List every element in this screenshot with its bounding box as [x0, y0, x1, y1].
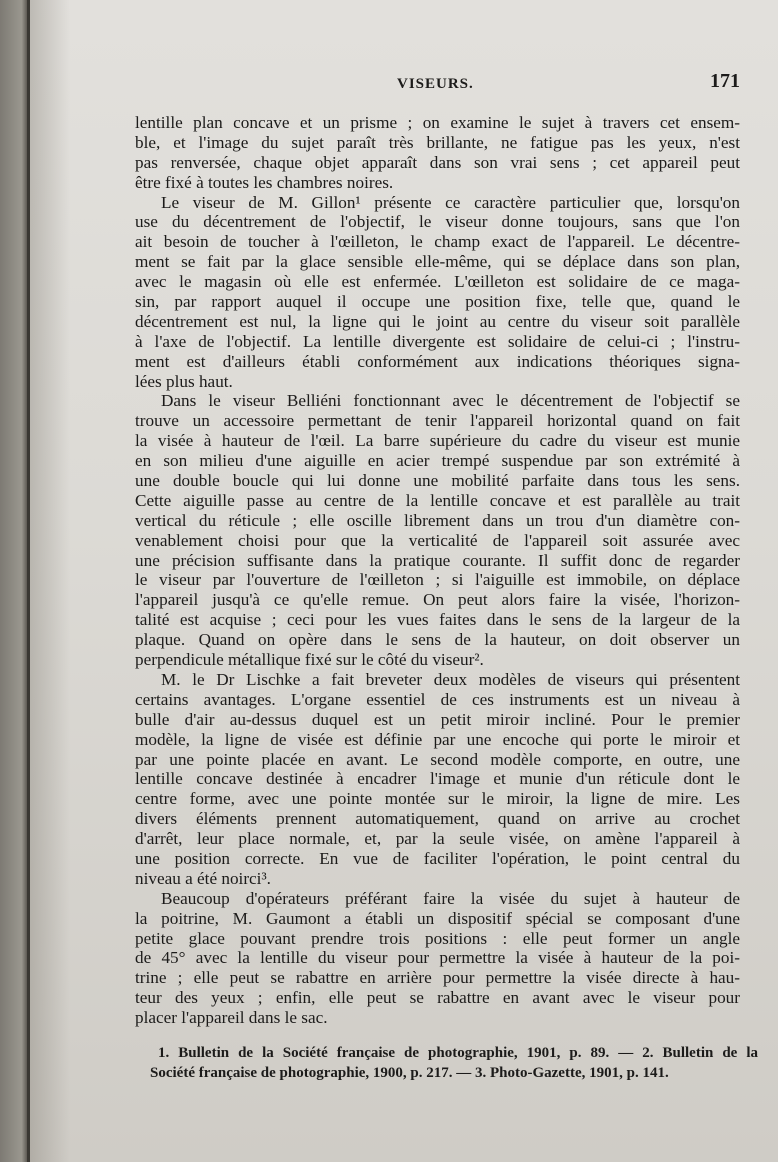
facing-page-edge — [0, 0, 27, 1162]
text-line: une position correcte. En vue de faciliter l'opération, le point central du — [135, 848, 740, 868]
running-title: VISEURS. — [397, 76, 474, 92]
gutter-shadow — [30, 0, 70, 1162]
text-line: lentille concave destinée à encadrer l'image et munie d'un réticule dont le — [135, 769, 740, 789]
page-number: 171 — [710, 70, 740, 92]
paragraph — [135, 391, 740, 669]
text-line: ble, et l'image du sujet paraît très brillante, ne fatigue pas les yeux, n'est — [135, 132, 740, 152]
text-line: avec le magasin où elle est enfermée. L'œilleton est solidaire de ce maga- — [135, 272, 740, 292]
text-line: petite glace pouvant prendre trois positions : elle peut former un angle — [135, 928, 740, 948]
text-line: trouve un accessoire permettant de tenir l'appareil horizontal quand on fait — [135, 411, 740, 431]
text-line: Dans le viseur Belliéni fonctionnant avec le décentrement de l'objectif se — [161, 391, 740, 411]
text-line: par une pointe placée en avant. Le second modèle comporte, en outre, une — [135, 749, 740, 769]
text-line: certains avantages. L'organe essentiel de ces instruments est un niveau à — [135, 689, 740, 709]
text-line: plaque. Quand on opère dans le sens de la hauteur, on doit observer un — [135, 630, 740, 650]
text-line: être fixé à toutes les chambres noires. — [135, 172, 394, 192]
text-line: de 45° avec la lentille du viseur pour permettre la visée à hauteur de la poi- — [135, 948, 740, 968]
text-line: d'arrêt, leur place normale, et, par la seule visée, on amène l'appareil à — [135, 829, 740, 849]
text-line: bulle d'air au-dessus duquel est un petit miroir incliné. Pour le premier — [135, 709, 740, 729]
paragraph — [135, 193, 740, 392]
text-line: vertical du réticule ; elle oscille librement dans un trou d'un diamètre con- — [135, 510, 740, 530]
text-line: décentrement est nul, la ligne qui le joint au centre du viseur soit parallèle — [135, 311, 740, 331]
text-line: Beaucoup d'opérateurs préférant faire la visée du sujet à hauteur de — [161, 888, 740, 908]
text-line: l'appareil jusqu'à ce qu'elle remue. On peut alors faire la visée, l'horizon- — [135, 590, 740, 610]
text-line: teur des yeux ; enfin, elle peut se rabattre en avant avec le viseur pour — [135, 988, 740, 1008]
text-line: la visée à hauteur de l'œil. La barre supérieure du cadre du viseur est munie — [135, 431, 740, 451]
text-line: ment se fait par la glace sensible elle-même, qui se déplace dans son plan, — [135, 252, 740, 272]
text-line: pas renversée, chaque objet apparaît dans son vrai sens ; cet appareil peut — [135, 152, 740, 172]
text-line: placer l'appareil dans le sac. — [135, 1008, 328, 1028]
footnote-line: Société française de photographie, 1900, p. 217. — 3. Photo-Gazette, 1901, p. 141. — [150, 1065, 669, 1081]
text-line: venablement choisi pour que la verticalité de l'appareil soit assurée avec — [135, 530, 740, 550]
text-line: à l'axe de l'objectif. La lentille divergente est solidaire de celui-ci ; l'instru- — [135, 331, 740, 351]
paragraph — [135, 113, 740, 193]
text-line: en son milieu d'une aiguille en acier trempé suspendue par son extrémité à — [135, 451, 740, 471]
text-line: ment est d'ailleurs établi conformément aux indications théoriques signa- — [135, 351, 740, 371]
text-line: divers éléments prennent automatiquement, quand on arrive au crochet — [135, 809, 740, 829]
text-line: lentille plan concave et un prisme ; on examine le sujet à travers cet ensem- — [135, 113, 740, 132]
text-line: Cette aiguille passe au centre de la lentille concave et est parallèle au trait — [135, 490, 740, 510]
body-text — [135, 113, 740, 1028]
footnote-line: 1. Bulletin de la Société française de photographie, 1901, p. 89. — 2. Bulletin de la — [158, 1045, 758, 1061]
text-line: niveau a été noirci³. — [135, 868, 271, 888]
paragraph — [135, 670, 740, 889]
text-line: la poitrine, M. Gaumont a établi un dispositif spécial se composant d'une — [135, 908, 740, 928]
text-line: M. le Dr Lischke a fait breveter deux modèles de viseurs qui présentent — [161, 669, 740, 689]
text-line: talité est acquise ; ceci pour les vues faites dans le sens de la largeur de la — [135, 610, 740, 630]
text-line: centre forme, avec une pointe montée sur le miroir, la ligne de mire. Les — [135, 789, 740, 809]
text-line: trine ; elle peut se rabattre en arrière pour permettre la visée directe à hau- — [135, 968, 740, 988]
text-line: sin, par rapport auquel il occupe une position fixe, telle que, quand le — [135, 292, 740, 312]
paragraph — [135, 889, 740, 1028]
text-line: perpendicule métallique fixé sur le côté du viseur². — [135, 650, 484, 670]
text-line: le viseur par l'ouverture de l'œilleton ; si l'aiguille est immobile, on déplace — [135, 570, 740, 590]
text-line: ait besoin de toucher à l'œilleton, le champ exact de l'appareil. Le décentre- — [135, 232, 740, 252]
text-line: Le viseur de M. Gillon¹ présente ce caractère particulier que, lorsqu'on — [161, 192, 740, 212]
text-line: une précision suffisante dans la pratique courante. Il suffit donc de regarder — [135, 550, 740, 570]
footnotes — [150, 1043, 758, 1083]
text-line: lées plus haut. — [135, 371, 233, 391]
text-line: use du décentrement de l'objectif, le viseur donne toujours, sans que l'on — [135, 212, 740, 232]
page-header — [135, 70, 740, 94]
text-line: modèle, la ligne de visée est définie par une encoche qui porte le miroir et — [135, 729, 740, 749]
text-line: une double boucle qui lui donne une mobilité parfaite dans tous les sens. — [135, 471, 740, 491]
